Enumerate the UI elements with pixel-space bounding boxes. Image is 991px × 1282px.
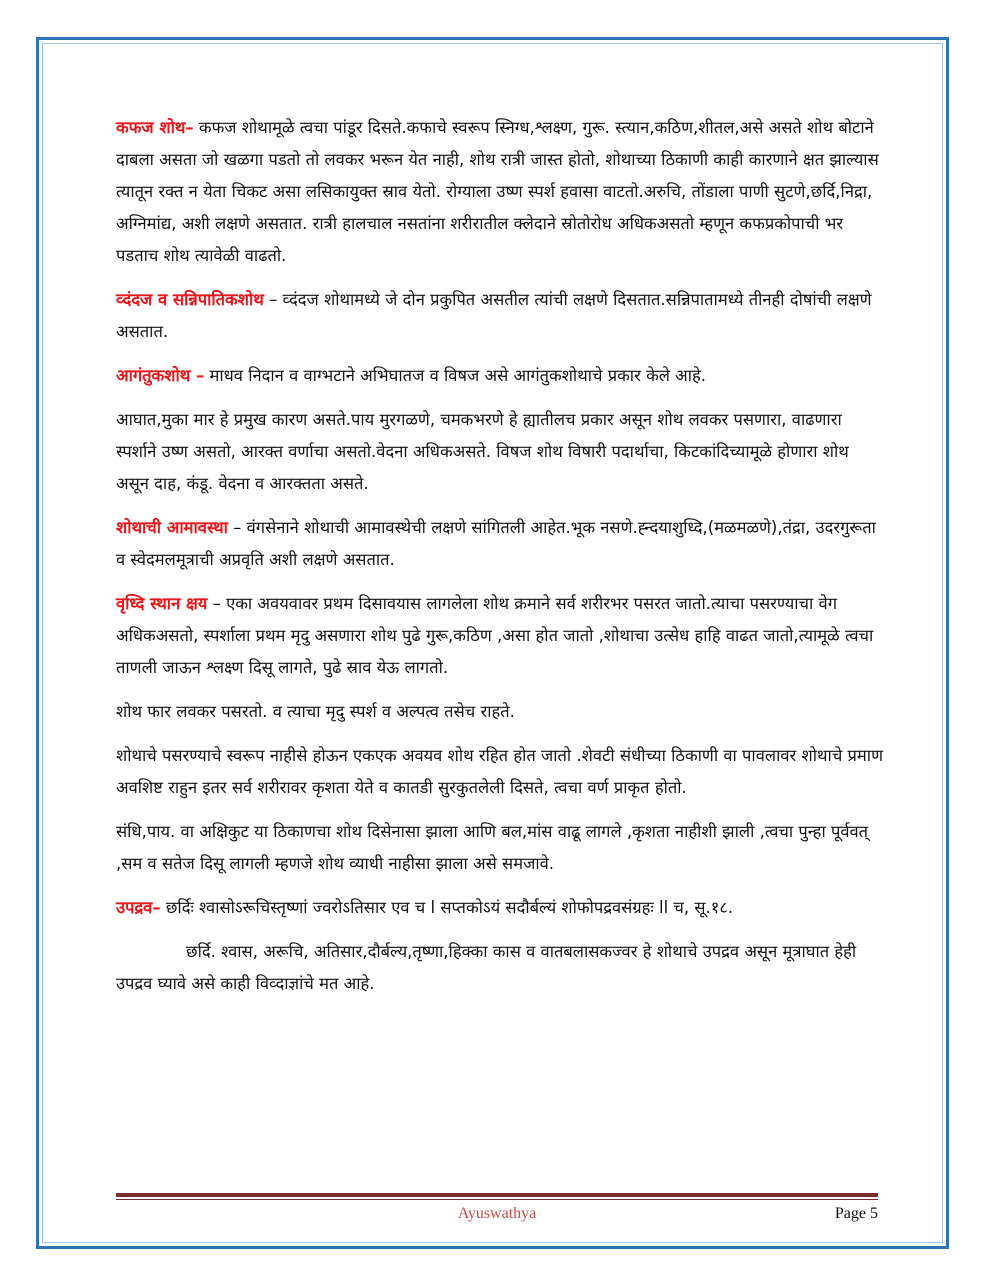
paragraph-amavastha	[116, 512, 886, 576]
footer-rule	[116, 1193, 878, 1197]
paragraph-vriddhi	[116, 588, 886, 684]
footer-rule-thin	[116, 1199, 878, 1200]
paragraph-kshaya	[116, 740, 886, 804]
paragraph-upadrava	[116, 892, 886, 924]
footer-title: Ayuswathya	[457, 1205, 537, 1222]
section-heading: वृध्दि स्थान क्षय	[116, 594, 208, 613]
paragraph-text: शोथ फार लवकर पसरतो. व त्याचा मृदु स्पर्श व अल्पत्व तसेच राहते.	[116, 702, 515, 721]
section-heading: व्दंदज व सन्निपातिकशोथ	[116, 290, 264, 309]
paragraph-text: शोथाचे पसरण्याचे स्वरूप नाहीसे होऊन एकएक अवयव शोथ रहित होत जातो .शेवटी संधीच्या ठिकाणी वा पावलावर शोथाचे प्रमाण अवशिष्ट राहुन इतर सर्व शरीरावर कृशता येते व कातडी सुरकुतलेली दिसते, त्वचा वर्ण प्राकृत होतो.	[116, 746, 883, 797]
paragraph-upadrava-explanation	[116, 936, 886, 1000]
paragraph-kaphaj	[116, 112, 886, 272]
document-body	[116, 112, 886, 1012]
paragraph-text: – एका अवयवावर प्रथम दिसावयास लागलेला शोथ क्रमाने सर्व शरीरभर पसरत जातो.त्याचा पसरण्याचा वेग अधिकअसतो, स्पर्शाला प्रथम मृदु असणारा शोथ पुढे गुरू,कठिण ,असा होत जातो ,शोथाचा उत्सेध हाहि वाढत जातो,त्यामूळे त्वचा ताणली जाऊन श्लक्ष्ण दिसू लागते, पुढे स्राव येऊ लागतो.	[116, 594, 874, 677]
paragraph-aghat	[116, 404, 886, 500]
paragraph-text: संधि,पाय. वा अक्षिकुट या ठिकाणचा शोथ दिसेनासा झाला आणि बल,मांस वाढू लागले ,कृशता नाहीशी झाली ,त्वचा पुन्हा पूर्ववत् ,सम व सतेज दिसू लागली म्हणजे शोथ व्याधी नाहीसा झाला असे समजावे.	[116, 822, 869, 873]
paragraph-text: छर्दिः श्वासोऽरूचिस्तृष्णां ज्वरोऽतिसार एव च l सप्तकोऽयं सदौर्बल्यं शोफोपद्रवसंग्रहः ll च, सू.१८.	[160, 898, 734, 917]
section-heading: आगंतुकशोथ –	[116, 366, 205, 385]
paragraph-text: छर्दि. श्वास, अरूचि, अतिसार,दौर्बल्य,तृष्णा,हिक्का कास व वातबलासकज्वर हे शोथाचे उपद्रव असून मूत्राघात हेही उपद्रव घ्यावे असे काही विव्दाज्ञांचे मत आहे.	[116, 942, 857, 993]
section-heading: उपद्रव–	[116, 898, 161, 917]
paragraph-agantuk	[116, 360, 886, 392]
paragraph-dvandaj	[116, 284, 886, 348]
paragraph-text: आघात,मुका मार हे प्रमुख कारण असते.पाय मुरगळणे, चमकभरणे हे ह्यातीलच प्रकार असून शोथ लवकर पसणारा, वाढणारा स्पर्शाने उष्ण असतो, आरक्त वर्णाचा असतो.वेदना अधिकअसते. विषज शोथ विषारी पदार्थाचा, किटकांदिच्यामूळे होणारा शोथ असून दाह, कंडू. वेदना व आरक्तता असते.	[116, 410, 849, 493]
paragraph-text: – व्दंदज शोथामध्ये जे दोन प्रकुपित असतील त्यांची लक्षणे दिसतात.सन्निपातामध्ये तीनही दोषांची लक्षणे असतात.	[116, 290, 872, 341]
paragraph-text: माधव निदान व वाग्भटाने अभिघातज व विषज असे आगंतुकशोथाचे प्रकार केले आहे.	[204, 366, 707, 385]
paragraph-spread	[116, 696, 886, 728]
paragraph-text: – वंगसेनाने शोथाची आमावस्थेची लक्षणे सांगितली आहेत.भूक नसणे.ह्न्दयाशुध्दि,(मळमळणे),तंद्रा, उदरगुरूता व स्वेदमलमूत्राची अप्रवृति अशी लक्षणे असतात.	[116, 518, 876, 569]
paragraph-recovery	[116, 816, 886, 880]
paragraph-text: कफज शोथामूळे त्वचा पांडूर दिसते.कफाचे स्वरूप स्निग्ध,श्लक्ष्ण, गुरू. स्त्यान,कठिण,शीतल,असे असते शोथ बोटाने दाबला असता जो खळगा पडतो तो लवकर भरून येत नाही, शोथ रात्री जास्त होतो, शोथाच्या ठिकाणी काही कारणाने क्षत झाल्यास त्यातून रक्त न येता चिकट असा लसिकायुक्त स्राव येतो. रोग्याला उष्ण स्पर्श हवासा वाटतो.अरुचि, तोंडाला पाणी सुटणे,छर्दि,निद्रा, अग्निमांद्य, अशी लक्षणे असतात. रात्री हालचाल नसतांना शरीरातील क्लेदाने स्रोतोरोध अधिकअसतो म्हणून कफप्रकोपाची भर पडताच शोथ त्यावेळी वाढतो.	[116, 118, 879, 265]
page-number: Page 5	[834, 1205, 878, 1222]
section-heading: कफज शोथ–	[116, 118, 194, 137]
section-heading: शोथाची आमावस्था	[116, 518, 228, 537]
